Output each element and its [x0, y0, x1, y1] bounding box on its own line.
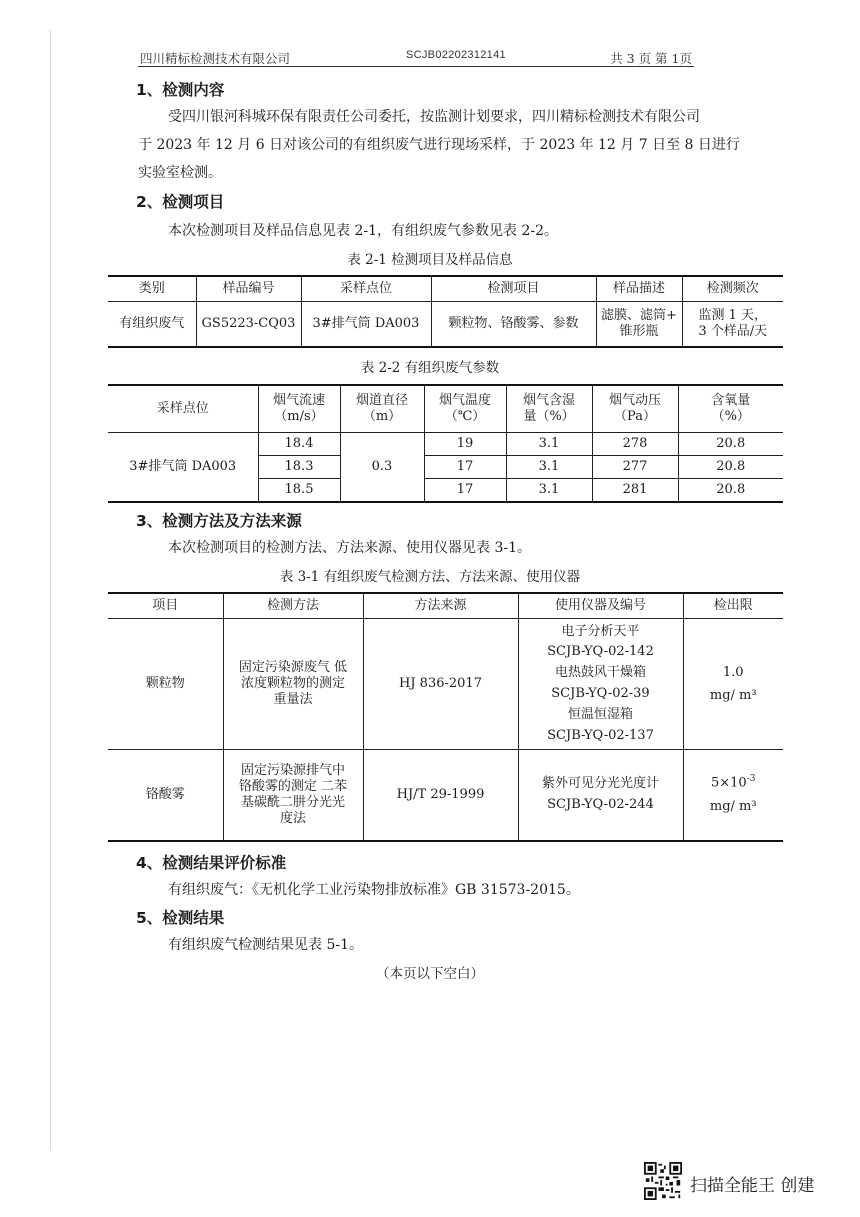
t31-cell-item: 颗粒物	[108, 619, 223, 750]
header-page-count: 共 3 页 第 1页	[610, 51, 692, 66]
t31-cell-method	[223, 750, 363, 842]
t31-method-line: 基碳酰二肼分光光	[240, 795, 345, 810]
t22-cell-temp: 17	[424, 456, 506, 479]
t21-cell-desc	[596, 302, 682, 348]
t31-limit-value: 1.0	[722, 664, 744, 680]
table-2-1-caption: 表 2-1 检测项目及样品信息	[347, 252, 513, 268]
t22-header-temp-l2: （℃）	[444, 409, 486, 424]
t22-header-press-l1: 烟气动压	[608, 392, 661, 408]
t31-cell-method	[223, 619, 363, 750]
table-3-1	[108, 592, 783, 842]
t31-limit-value	[686, 771, 782, 795]
t31-instrument-line: 电热鼓风干燥箱	[554, 665, 646, 681]
scan-edge-line	[50, 30, 51, 1150]
section-1-line-2: 于 2023 年 12 月 6 日对该公司的有组织废气进行现场采样，于 2023 年 12 月 7 日至 8 日进行	[138, 137, 740, 153]
t21-header-items: 检测项目	[431, 276, 596, 302]
t22-header-diameter	[340, 385, 424, 433]
t22-header-press-l2: （Pa）	[614, 409, 656, 424]
section-1-line-3: 实验室检测。	[138, 165, 222, 181]
t31-method-line: 浓度颗粒物的测定	[240, 675, 345, 691]
table-2-2-caption: 表 2-2 有组织废气参数	[360, 360, 500, 376]
t21-header-desc: 样品描述	[596, 276, 682, 302]
t31-instrument-line: SCJB-YQ-02-244	[547, 797, 654, 812]
t22-header-moisture	[506, 385, 592, 433]
t31-header-limit: 检出限	[683, 593, 783, 619]
t31-instrument-line: 紫外可见分光光度计	[541, 776, 659, 792]
t22-cell-moisture: 3.1	[506, 456, 592, 479]
t22-header-temp-l1: 烟气温度	[438, 392, 491, 408]
t21-header-point: 采样点位	[301, 276, 431, 302]
t31-cell-instruments	[518, 619, 683, 750]
t31-header-item: 项目	[108, 593, 223, 619]
t22-cell-point: 3#排气筒 DA003	[108, 433, 258, 503]
t21-header-category: 类别	[108, 276, 196, 302]
t22-cell-moisture: 3.1	[506, 479, 592, 503]
t31-method-line: 固定污染源废气 低	[238, 659, 348, 675]
t21-header-sample-id: 样品编号	[196, 276, 301, 302]
t22-header-moist-l2: 量（%）	[523, 409, 575, 424]
t22-header-point: 采样点位	[108, 385, 258, 433]
section-2-intro: 本次检测项目及样品信息见表 2-1，有组织废气参数见表 2-2。	[168, 223, 558, 239]
t31-limit-exponent: -3	[746, 774, 756, 785]
t22-header-flow-l1: 烟气流速	[272, 392, 325, 408]
t31-limit-base: 5×10	[711, 775, 747, 791]
t22-cell-temp: 17	[424, 479, 506, 503]
t22-header-moist-l1: 烟气含湿	[522, 392, 575, 408]
t21-cell-point: 3#排气筒 DA003	[301, 302, 431, 348]
t21-cell-sample-id: GS5223-CQ03	[196, 302, 301, 348]
page-header	[138, 48, 694, 67]
t22-header-temp	[424, 385, 506, 433]
t22-header-flow-l2: （m/s）	[274, 409, 324, 424]
t31-cell-limit	[683, 619, 783, 750]
t22-header-diam-l1: 烟道直径	[355, 392, 408, 408]
section-3-heading: 3、检测方法及方法来源	[136, 512, 302, 530]
t31-cell-limit	[683, 750, 783, 842]
section-3-intro: 本次检测项目的检测方法、方法来源、使用仪器见表 3-1。	[168, 540, 531, 556]
t31-method-line: 度法	[279, 811, 306, 827]
t31-method-line: 重量法	[273, 692, 313, 708]
t21-desc-line-2: 锥形瓶	[619, 324, 659, 339]
t22-cell-pressure: 277	[592, 456, 678, 479]
t21-cell-freq	[682, 302, 783, 348]
watermark-text: 扫描全能王 创建	[690, 1176, 815, 1196]
section-1-line-1: 受四川银河科城环保有限责任公司委托，按监测计划要求，四川精标检测技术有限公司	[168, 109, 700, 125]
t31-limit-unit: mg/ m³	[709, 688, 757, 703]
t22-cell-oxygen: 20.8	[678, 479, 783, 503]
qr-code-icon	[644, 1162, 682, 1200]
section-4-text: 有组织废气：《无机化学工业污染物排放标准》GB 31573-2015。	[168, 882, 580, 898]
table-row	[108, 619, 783, 750]
section-2-heading: 2、检测项目	[136, 193, 225, 211]
t31-cell-source: HJ/T 29-1999	[363, 750, 518, 842]
t22-cell-flow: 18.3	[258, 456, 340, 479]
t22-cell-oxygen: 20.8	[678, 456, 783, 479]
header-company: 四川精标检测技术有限公司	[140, 51, 291, 66]
t31-method-line: 铬酸雾的测定 二苯	[238, 778, 348, 794]
section-1-heading: 1、检测内容	[136, 81, 225, 99]
t21-cell-category: 有组织废气	[108, 302, 196, 348]
t22-header-oxy-l2: （%）	[711, 409, 750, 424]
t22-cell-pressure: 281	[592, 479, 678, 503]
t31-instrument-line: SCJB-YQ-02-137	[547, 727, 654, 743]
t22-cell-temp: 19	[424, 433, 506, 456]
t21-desc-line-1: 滤膜、滤筒+	[601, 307, 677, 323]
t22-header-pressure	[592, 385, 678, 433]
table-2-1	[108, 275, 783, 348]
table-row	[108, 433, 783, 456]
t31-instrument-line: 电子分析天平	[561, 623, 640, 639]
blank-page-note: （本页以下空白）	[376, 966, 484, 982]
t31-instrument-line: SCJB-YQ-02-142	[547, 644, 654, 660]
t22-cell-diameter: 0.3	[340, 433, 424, 503]
t31-instrument-line: 恒温恒湿箱	[567, 706, 633, 722]
t22-cell-flow: 18.5	[258, 479, 340, 503]
t22-cell-oxygen: 20.8	[678, 433, 783, 456]
section-5-text: 有组织废气检测结果见表 5-1。	[168, 937, 363, 953]
t31-cell-instruments	[518, 750, 683, 842]
t22-header-oxygen	[678, 385, 783, 433]
t31-method-line: 固定污染源排气中	[240, 762, 345, 778]
t21-cell-items: 颗粒物、铬酸雾、参数	[431, 302, 596, 348]
t22-header-oxy-l1: 含氧量	[711, 392, 751, 408]
scanner-watermark	[644, 1162, 844, 1202]
t31-limit-unit: mg/ m³	[709, 799, 757, 815]
t21-freq-line-2: 3 个样品/天	[698, 324, 768, 339]
section-5-heading: 5、检测结果	[136, 909, 225, 927]
t31-instrument-line: SCJB-YQ-02-39	[551, 686, 650, 701]
table-2-2	[108, 384, 783, 503]
t31-cell-item: 铬酸雾	[108, 750, 223, 842]
t31-header-method: 检测方法	[223, 593, 363, 619]
t21-freq-line-1: 监测 1 天，	[698, 307, 768, 323]
t22-cell-pressure: 278	[592, 433, 678, 456]
table-row	[108, 750, 783, 842]
t31-header-instruments: 使用仪器及编号	[518, 593, 683, 619]
t31-cell-source: HJ 836-2017	[363, 619, 518, 750]
section-4-heading: 4、检测结果评价标准	[136, 854, 287, 872]
header-report-code: SCJB02202312141	[406, 49, 506, 61]
t22-cell-flow: 18.4	[258, 433, 340, 456]
t22-header-diam-l2: （m）	[362, 409, 402, 424]
t21-header-freq: 检测频次	[682, 276, 783, 302]
t22-cell-moisture: 3.1	[506, 433, 592, 456]
t31-header-source: 方法来源	[363, 593, 518, 619]
table-3-1-caption: 表 3-1 有组织废气检测方法、方法来源、使用仪器	[279, 569, 581, 585]
t22-header-flow	[258, 385, 340, 433]
